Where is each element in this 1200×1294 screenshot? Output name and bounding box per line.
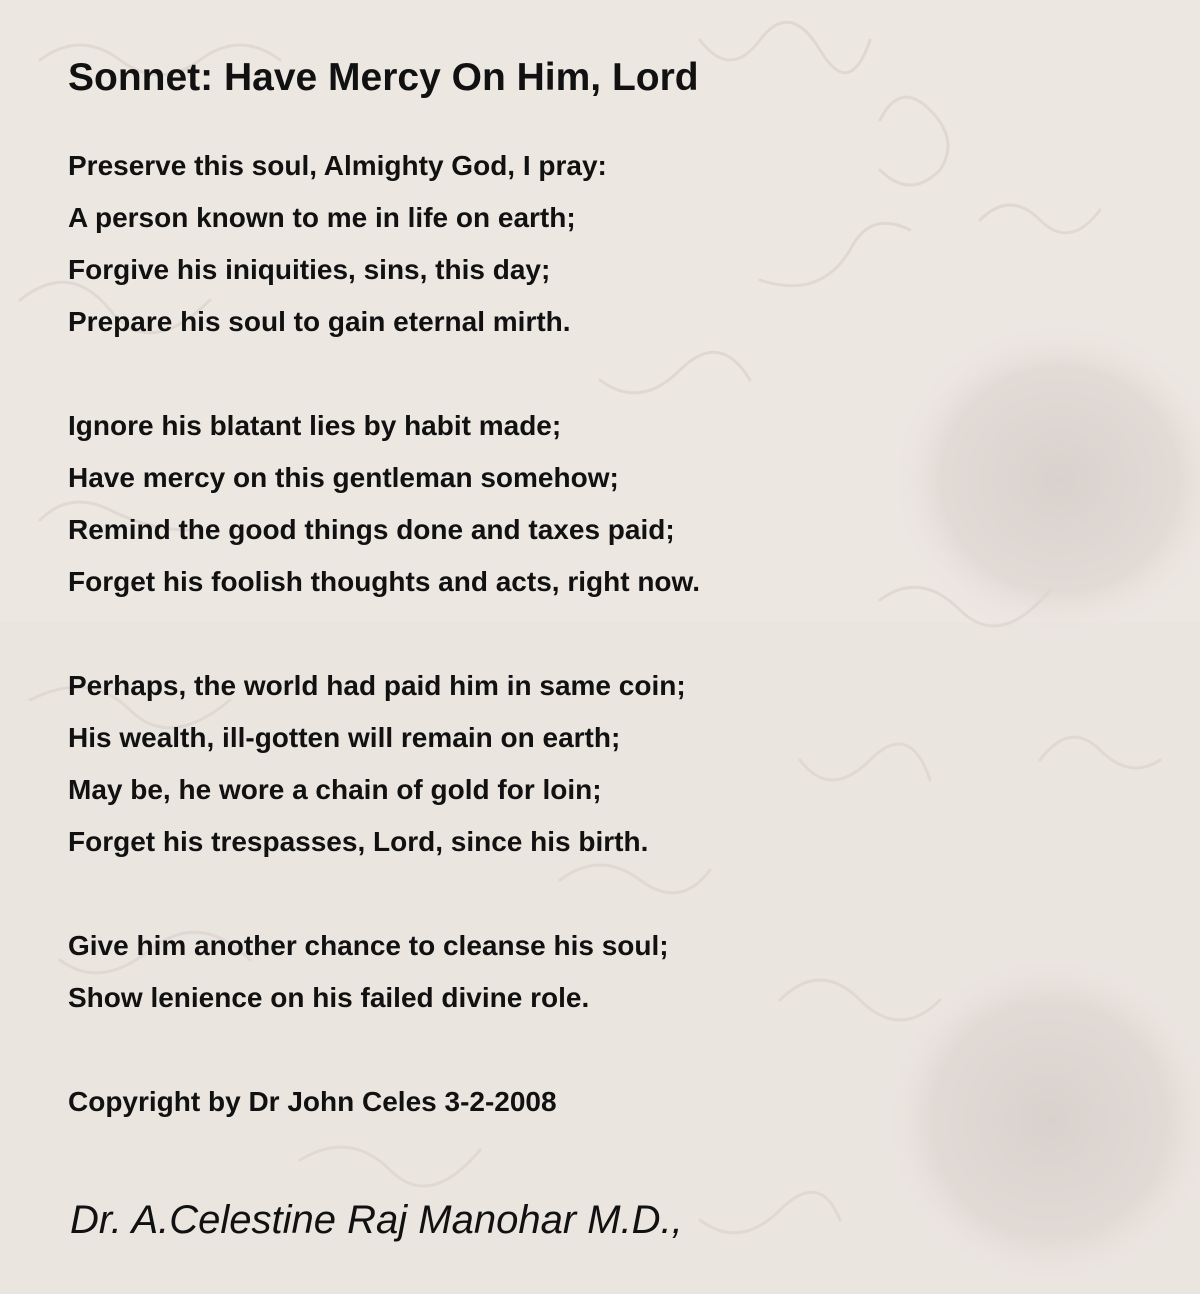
poem-line: Forget his trespasses, Lord, since his birth. [68, 826, 649, 857]
stanza-2 [68, 400, 1148, 608]
poem-line: Prepare his soul to gain eternal mirth. [68, 306, 571, 337]
stanza-4 [68, 920, 1148, 1024]
poem-line: Remind the good things done and taxes paid; [68, 514, 675, 545]
poem-line: Show lenience on his failed divine role. [68, 982, 590, 1013]
poem-line: A person known to me in life on earth; [68, 202, 576, 233]
poem-line: Forgive his iniquities, sins, this day; [68, 254, 551, 285]
poem-line: Preserve this soul, Almighty God, I pray: [68, 150, 607, 181]
stanza-1 [68, 140, 1148, 348]
author-name: Dr. A.Celestine Raj Manohar M.D., [70, 1198, 683, 1242]
poem-title: Sonnet: Have Mercy On Him, Lord [68, 56, 699, 99]
poem-container [68, 52, 1148, 1128]
poem-line: His wealth, ill-gotten will remain on earth; [68, 722, 621, 753]
stanza-3 [68, 660, 1148, 868]
poem-line: Give him another chance to cleanse his soul; [68, 930, 669, 961]
poem-line: Forget his foolish thoughts and acts, right now. [68, 566, 701, 597]
poem-line: Perhaps, the world had paid him in same coin; [68, 670, 686, 701]
poem-line: Ignore his blatant lies by habit made; [68, 410, 562, 441]
poem-line: Have mercy on this gentleman somehow; [68, 462, 619, 493]
poem-line: May be, he wore a chain of gold for loin; [68, 774, 602, 805]
copyright-notice: Copyright by Dr John Celes 3-2-2008 [68, 1086, 557, 1117]
